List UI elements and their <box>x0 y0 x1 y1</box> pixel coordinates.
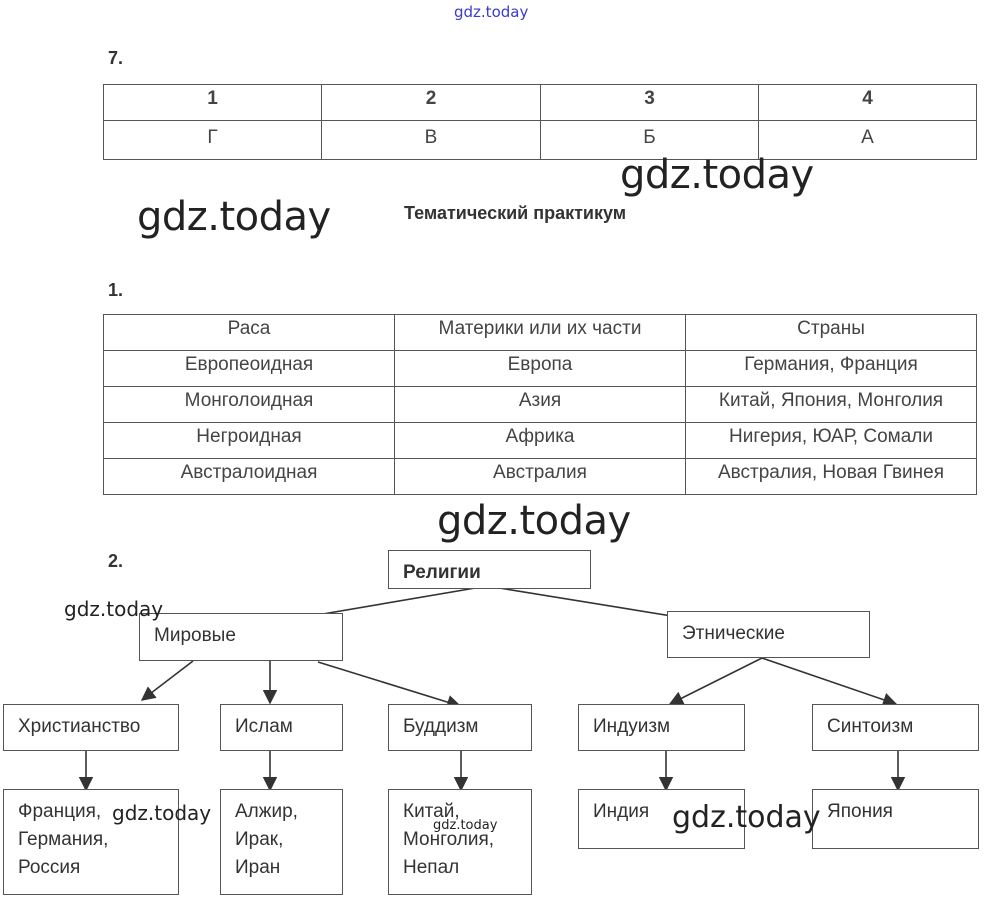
arrow-world-christianity <box>142 661 193 700</box>
node-label: Алжир, Ирак, Иран <box>235 801 298 878</box>
watermark: gdz.today <box>437 498 631 544</box>
arrow-ethnic-shinto <box>762 658 896 704</box>
table-cell: Нигерия, ЮАР, Сомали <box>686 423 977 459</box>
node-label: Религии <box>403 562 481 583</box>
node-label: Мировые <box>154 625 236 646</box>
table-header-cell: 4 <box>759 85 977 121</box>
section-title: Тематический практикум <box>404 203 627 223</box>
node-label: Ислам <box>235 716 293 737</box>
table-cell: Г <box>104 121 322 160</box>
arrow-world-buddhism <box>318 662 460 706</box>
node-label: Китай, Монголия, Непал <box>403 801 495 878</box>
table-cell: Азия <box>395 387 686 423</box>
table-header-cell: 1 <box>104 85 322 121</box>
table-cell: Австралоидная <box>104 459 395 495</box>
table-header-cell: 3 <box>541 85 759 121</box>
arrow-ethnic-hinduism <box>670 658 762 704</box>
node-ethnic <box>667 611 870 658</box>
node-buddhism <box>388 704 532 751</box>
task2-number: 2. <box>108 551 124 571</box>
watermark: gdz.today <box>112 801 212 825</box>
node-religions <box>388 550 591 589</box>
node-label: Япония <box>827 801 893 822</box>
task7-number: 7. <box>108 48 124 68</box>
watermark: gdz.today <box>620 152 814 198</box>
node-label: Франция, Германия, Россия <box>18 801 109 878</box>
node-label: Индуизм <box>593 716 671 737</box>
table-header-cell: Материки или их части <box>395 315 686 351</box>
node-label: Христианство <box>18 716 141 737</box>
table-cell: Б <box>541 121 759 160</box>
node-islam <box>220 704 343 751</box>
node-buddhism-countries <box>388 789 532 895</box>
node-hinduism <box>578 704 745 751</box>
table-cell: В <box>322 121 541 160</box>
node-islam-countries <box>220 789 343 895</box>
watermark-top: gdz.today <box>454 3 529 21</box>
node-label: Индия <box>593 801 650 822</box>
table-header-cell: Раса <box>104 315 395 351</box>
table-cell: Европеоидная <box>104 351 395 387</box>
watermark: gdz.today <box>137 194 331 240</box>
table-cell: А <box>759 121 977 160</box>
node-label: Буддизм <box>403 716 479 737</box>
watermark: gdz.today <box>433 818 498 833</box>
node-shinto <box>812 704 979 751</box>
node-christianity <box>3 704 179 751</box>
table-header-cell: Страны <box>686 315 977 351</box>
watermark: gdz.today <box>64 597 164 621</box>
watermark: gdz.today <box>672 800 821 835</box>
table-header-cell: 2 <box>322 85 541 121</box>
node-shinto-countries <box>812 789 979 849</box>
table-cell: Австралия, Новая Гвинея <box>686 459 977 495</box>
node-label: Этнические <box>682 623 785 644</box>
table-cell: Африка <box>395 423 686 459</box>
table-cell: Китай, Япония, Монголия <box>686 387 977 423</box>
table-cell: Негроидная <box>104 423 395 459</box>
table-cell: Монголоидная <box>104 387 395 423</box>
node-label: Синтоизм <box>827 716 914 737</box>
table-cell: Германия, Франция <box>686 351 977 387</box>
table-cell: Австралия <box>395 459 686 495</box>
task1-number: 1. <box>108 280 124 300</box>
node-world <box>139 613 343 661</box>
table-cell: Европа <box>395 351 686 387</box>
